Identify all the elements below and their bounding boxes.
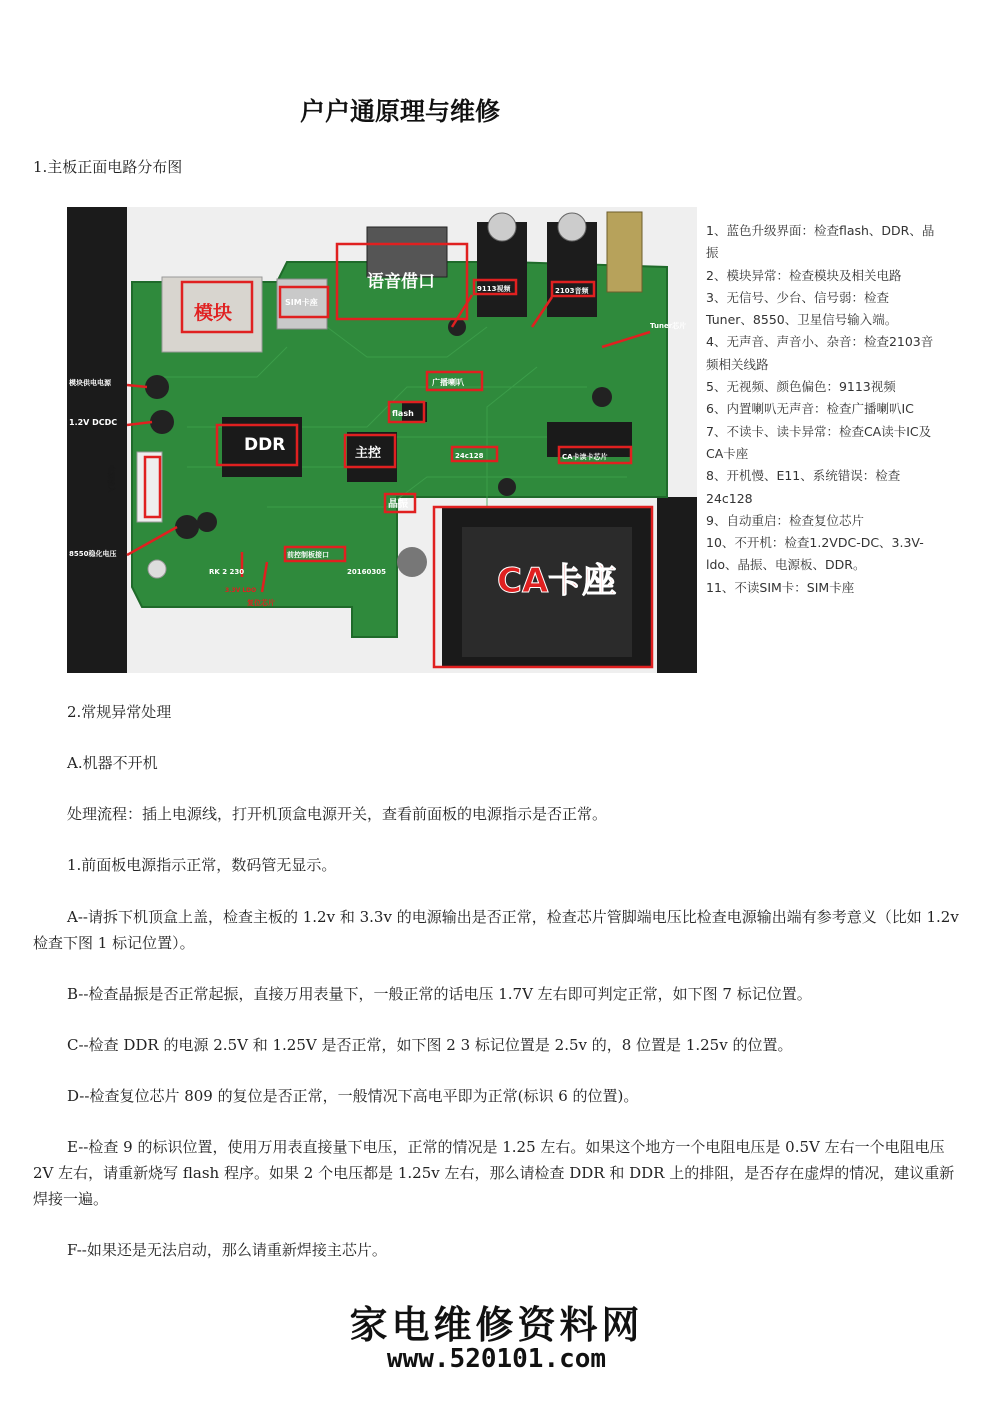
- label-9113: 9113视频: [477, 285, 511, 293]
- label-voice: 语音借口: [367, 272, 435, 292]
- page-title: 户户通原理与维修: [299, 97, 500, 126]
- legend-line: CA卡座: [706, 445, 749, 461]
- legend-line: 4、无声音、声音小、杂音：检查2103音: [706, 334, 934, 350]
- label-dcdc: 1.2V DCDC: [69, 418, 118, 427]
- label-date: 20160305: [347, 568, 386, 576]
- legend-line: 1、蓝色升级界面：检查flash、DDR、晶: [706, 223, 935, 238]
- figure-legend: [706, 220, 961, 599]
- legend-line: 10、不开机：检查1.2VDC-DC、3.3V-: [706, 535, 924, 551]
- step-b: B--检查晶振是否正常起振，直接万用表量下，一般正常的话电压 1.7V 左右即可判定正常，如下图 7 标记位置。: [67, 985, 812, 1003]
- label-tuner: Tuner芯片: [650, 322, 687, 330]
- legend-line: 振: [706, 245, 719, 261]
- legend-line: 6、内置喇叭无声音：检查广播喇叭IC: [706, 401, 914, 417]
- watermark-url: www.520101.com: [386, 1344, 607, 1374]
- label-eeprom: 24c128: [455, 452, 484, 460]
- item-1: 1.前面板电源指示正常，数码管无显示。: [67, 856, 337, 874]
- label-power-in: 电源输入: [107, 465, 115, 493]
- legend-line: ldo、晶振、电源板、DDR。: [706, 557, 866, 573]
- legend-line: 5、无视频、颜色偏色：9113视频: [706, 379, 896, 395]
- label-main: 主控: [355, 446, 382, 461]
- label-broadcast: 广播喇叭: [432, 378, 464, 387]
- process-flow: 处理流程：插上电源线，打开机顶盒电源开关，查看前面板的电源指示是否正常。: [67, 805, 608, 823]
- legend-line: 9、自动重启：检查复位芯片: [706, 512, 864, 528]
- legend-line: 2、模块异常：检查模块及相关电路: [706, 267, 902, 283]
- step-f: F--如果还是无法启动，那么请重新焊接主芯片。: [67, 1241, 387, 1259]
- board-photo-svg: [67, 207, 697, 673]
- label-ldo: 3.3V LDO: [225, 587, 257, 594]
- step-c: C--检查 DDR 的电源 2.5V 和 1.25V 是否正常，如下图 2 3 标记位置是 2.5v 的，8 位置是 1.25v 的位置。: [67, 1036, 793, 1054]
- label-flash: flash: [392, 409, 414, 418]
- case-heading: A.机器不开机: [67, 754, 158, 772]
- section-heading-2: 2.常规异常处理: [67, 703, 172, 721]
- step-a: A--请拆下机顶盒上盖，检查主板的 1.2v 和 3.3v 的电源输出是否正常，检查芯片管脚端电压比检查电源输出端有参考意义（比如 1.2v 检查下图 1 标记位置）。: [33, 908, 959, 952]
- legend-line: 7、不读卡、读卡异常：检查CA读卡IC及: [706, 423, 932, 439]
- step-d: D--检查复位芯片 809 的复位是否正常，一般情况下高电平即为正常(标识 6 的位置)。: [67, 1087, 639, 1105]
- legend-line: 3、无信号、少台、信号弱：检查: [706, 289, 889, 305]
- label-ca-reader: CA卡读卡芯片: [562, 453, 608, 461]
- board-photo: [67, 207, 697, 673]
- legend-line: 11、不读SIM卡：SIM卡座: [706, 579, 855, 595]
- label-sim: SIM卡座: [285, 298, 318, 307]
- legend-line: 24c128: [706, 490, 753, 506]
- label-2103: 2103音频: [555, 287, 589, 295]
- label-crystal: 晶振: [388, 499, 408, 510]
- watermark-title: 家电维修资料网: [349, 1302, 644, 1347]
- label-ca-socket: CA卡座: [497, 561, 617, 601]
- label-board-no: RK 2 230: [209, 568, 245, 576]
- step-e: E--检查 9 的标识位置，使用万用表直接量下电压，正常的情况是 1.25 左右。如果这个地方一个电阻电压是 0.5V 左右一个电阻电压 2V 左右，请重新烧写 flash 程序。如果 2 个电压都是 1.25v 左右，那么请检查 DDR 和 DDR 上的排阻，是否存在虚焊的情况，建议重新焊接一遍。: [33, 1138, 955, 1208]
- legend-line: Tuner、8550、卫星信号输入端。: [706, 312, 898, 328]
- label-module-power: 模块供电电源: [69, 379, 111, 387]
- label-ddr: DDR: [244, 435, 286, 455]
- section-heading-1: 1.主板正面电路分布图: [33, 158, 183, 176]
- legend-line: 8、开机慢、E11、系统错误：检查: [706, 468, 901, 484]
- label-8550: 8550稳化电压: [69, 550, 117, 558]
- label-panel: 前控制板接口: [287, 551, 329, 559]
- legend-line: 频相关线路: [706, 356, 769, 372]
- label-module: 模块: [194, 302, 233, 324]
- label-reset: 复位芯片: [247, 599, 275, 607]
